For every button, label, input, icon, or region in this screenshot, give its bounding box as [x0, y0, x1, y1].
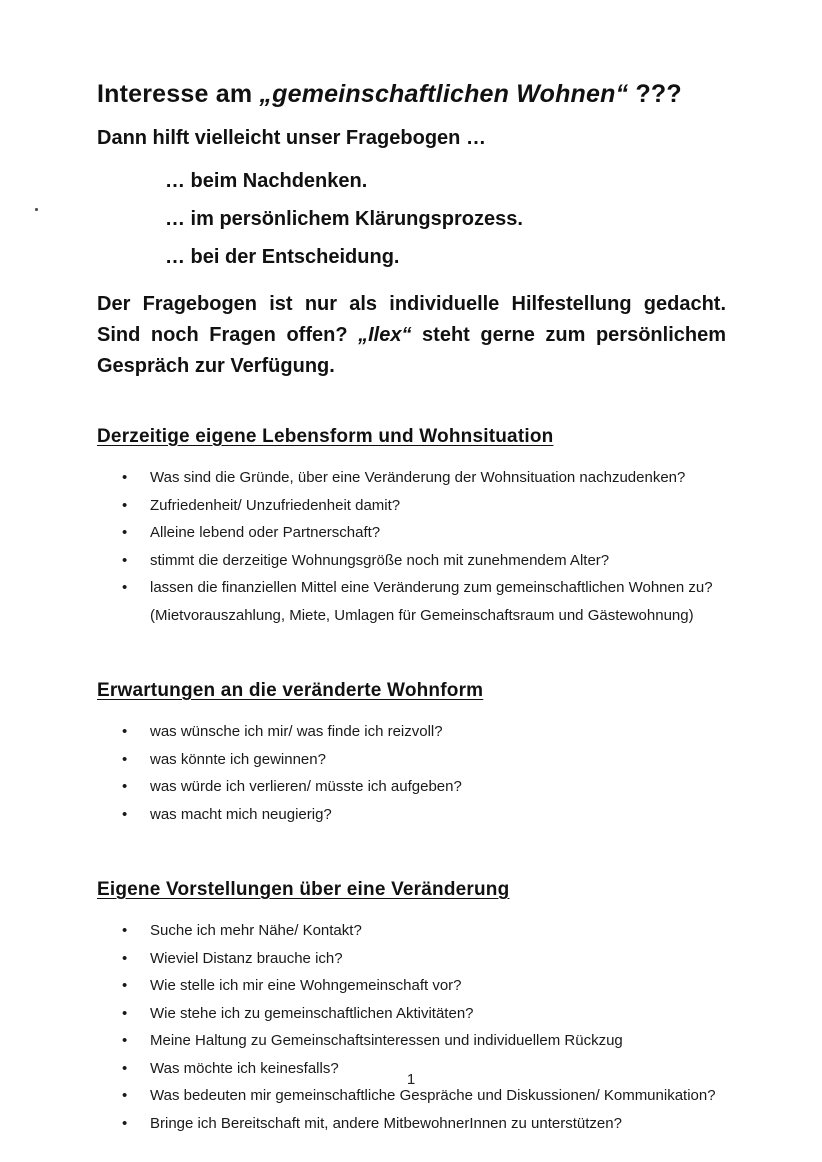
- list-item-text: Meine Haltung zu Gemeinschaftsinteressen und individuellem Rückzug: [150, 1032, 623, 1049]
- list-item-text: was macht mich neugierig?: [150, 805, 332, 823]
- page-number: 1: [406, 1071, 416, 1088]
- bullet-icon: •: [122, 1032, 128, 1049]
- bullet-icon: •: [122, 579, 128, 596]
- intro-point: … beim Nachdenken.: [165, 170, 368, 192]
- bullet-icon: •: [122, 524, 128, 541]
- list-item-text: was könnte ich gewinnen?: [150, 750, 326, 768]
- bullet-icon: •: [122, 805, 128, 823]
- lead-paragraph-after: steht gerne zum persönlichem Gespräch zur Verfügung.: [97, 324, 727, 377]
- list-item: [122, 1027, 726, 1055]
- list-item: [122, 972, 726, 1000]
- list-item-text: lassen die finanziellen Mittel eine Veränderung zum gemeinschaftlichen Wohnen zu?: [150, 579, 713, 596]
- list-item-text: was wünsche ich mir/ was finde ich reizvoll?: [150, 723, 443, 740]
- section-heading: Derzeitige eigene Lebensform und Wohnsituation: [97, 426, 554, 447]
- questionnaire-section: [97, 879, 726, 1137]
- title-prefix: Interesse am: [97, 80, 260, 108]
- list-item-text: was würde ich verlieren/ müsste ich aufgeben?: [150, 778, 462, 795]
- list-item-text: stimmt die derzeitige Wohnungsgröße noch mit zunehmendem Alter?: [150, 551, 610, 569]
- list-item-text: Zufriedenheit/ Unzufriedenheit damit?: [150, 496, 401, 514]
- bullet-icon: •: [122, 469, 128, 486]
- list-item: [122, 464, 726, 492]
- intro-points: [97, 170, 726, 269]
- stray-mark: [35, 208, 38, 211]
- list-item: [122, 945, 726, 973]
- intro-point: … im persönlichem Klärungsprozess.: [165, 208, 523, 230]
- list-item: [122, 801, 726, 829]
- bullet-list: [97, 464, 726, 629]
- list-item-text: Wieviel Distanz brauche ich?: [150, 949, 343, 967]
- list-item-text: Suche ich mehr Nähe/ Kontakt?: [150, 922, 362, 939]
- bullet-icon: •: [122, 949, 128, 967]
- sections: [97, 426, 726, 1137]
- bullet-icon: •: [122, 750, 128, 768]
- lead-paragraph: [97, 289, 726, 382]
- list-item-text: Was sind die Gründe, über eine Veränderung der Wohnsituation nachzudenken?: [150, 469, 686, 486]
- lead-paragraph-before: Der Fragebogen ist nur als individuelle Hilfestellung gedacht. Sind noch Fragen offen?: [97, 293, 726, 346]
- section-heading: Eigene Vorstellungen über eine Veränderung: [97, 879, 510, 900]
- bullet-icon: •: [122, 977, 128, 994]
- bullet-list: [97, 917, 726, 1137]
- list-item: [122, 547, 726, 575]
- bullet-icon: •: [122, 778, 128, 795]
- section-heading: Erwartungen an die veränderte Wohnform: [97, 680, 484, 701]
- bullet-icon: •: [122, 1087, 128, 1104]
- title-suffix: ???: [628, 80, 682, 108]
- bullet-icon: •: [122, 723, 128, 740]
- bullet-list: [97, 718, 726, 828]
- bullet-icon: •: [122, 496, 128, 514]
- bullet-icon: •: [122, 1004, 128, 1022]
- intro-line: Dann hilft vielleicht unser Fragebogen …: [97, 127, 486, 149]
- intro-point: … bei der Entscheidung.: [165, 246, 400, 268]
- bullet-icon: •: [122, 1059, 128, 1077]
- questionnaire-section: [97, 426, 726, 629]
- list-item: [122, 1110, 726, 1138]
- list-item-text: Was möchte ich keinesfalls?: [150, 1059, 339, 1077]
- list-item-text: Alleine lebend oder Partnerschaft?: [150, 524, 381, 541]
- bullet-icon: •: [122, 922, 128, 939]
- list-item: [122, 519, 726, 547]
- questionnaire-section: [97, 680, 726, 828]
- bullet-note: (Mietvorauszahlung, Miete, Umlagen für Gemeinschaftsraum und Gästewohnung): [150, 606, 694, 624]
- list-item-text: Wie stelle ich mir eine Wohngemeinschaft vor?: [150, 977, 462, 994]
- bullet-icon: •: [122, 1114, 128, 1132]
- list-item-text: Bringe ich Bereitschaft mit, andere MitbewohnerInnen zu unterstützen?: [150, 1114, 622, 1132]
- list-item: [122, 574, 726, 629]
- list-item: [122, 746, 726, 774]
- bullet-icon: •: [122, 551, 128, 569]
- list-item: [122, 1000, 726, 1028]
- list-item: [122, 917, 726, 945]
- list-item: [122, 492, 726, 520]
- list-item-text: Wie stehe ich zu gemeinschaftlichen Aktivitäten?: [150, 1004, 474, 1022]
- list-item: [122, 773, 726, 801]
- list-item-text: Was bedeuten mir gemeinschaftliche Gespräche und Diskussionen/ Kommunikation?: [150, 1087, 716, 1104]
- title-quoted-phrase: „gemeinschaftlichen Wohnen“: [259, 80, 629, 108]
- lead-paragraph-emphasis: „Ilex“: [358, 324, 412, 346]
- list-item: [122, 718, 726, 746]
- page-title: [97, 82, 726, 107]
